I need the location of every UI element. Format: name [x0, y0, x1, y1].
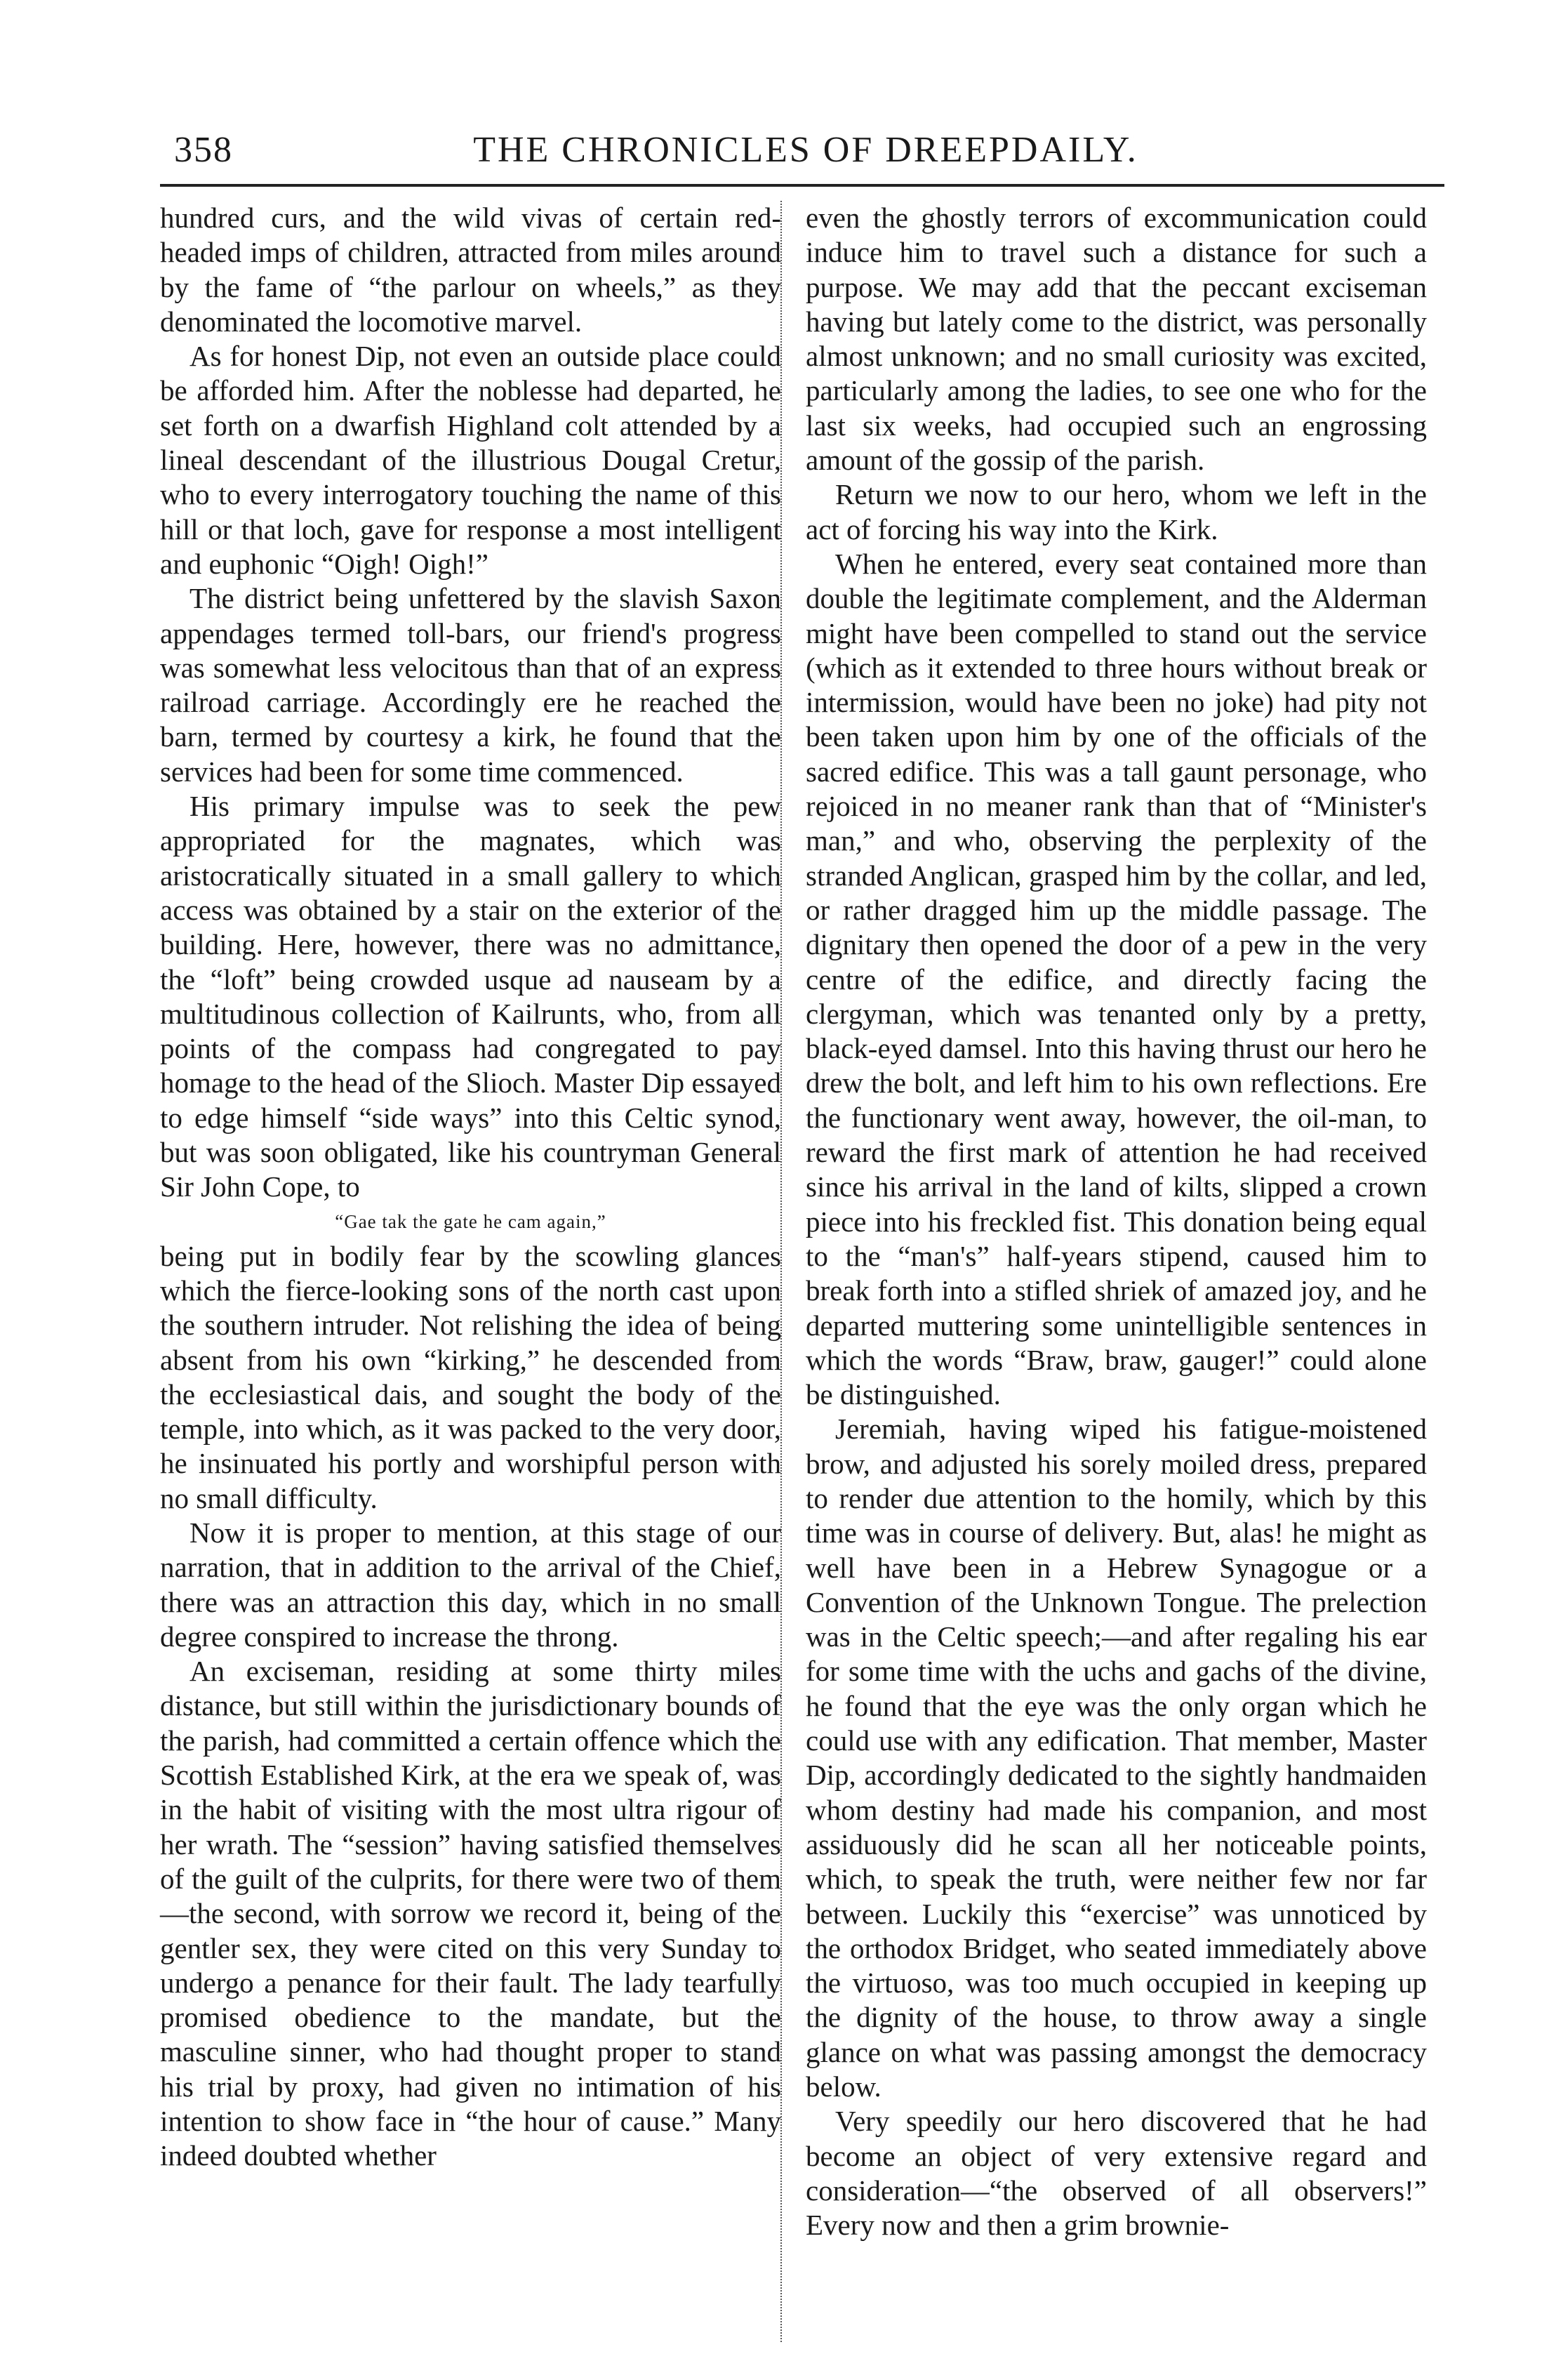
right-column	[806, 201, 1427, 2243]
running-title: THE CHRONICLES OF DREEPDAILY.	[473, 130, 1138, 170]
header-rule	[160, 184, 1444, 187]
paragraph: Return we now to our hero, whom we left in the act of forcing his way into the Kirk.	[806, 478, 1427, 546]
paragraph: hundred curs, and the wild vivas of certain red-headed imps of children, attracted from miles around by the fame of “the parlour on wheels,” as they denominated the locomotive marvel.	[160, 201, 781, 338]
paragraph: His primary impulse was to seek the pew appropriated for the magnates, which was aristocratically situated in a small gallery to which access was obtained by a stair on the exterior of the building. Here, however, there was no admittance, the “loft” being crowded usque ad nauseam by a multitudinous collection of Kailrunts, who, from all points of the compass had congregated to pay homage to the head of the Slioch. Master Dip essayed to edge himself “side ways” into this Celtic synod, but was soon obligated, like his countryman General Sir John Cope, to	[160, 790, 781, 1203]
verse-quotation: “Gae tak the gate he cam again,”	[335, 1210, 606, 1232]
paragraph: As for honest Dip, not even an outside place could be afforded him. After the noblesse had departed, he set forth on a dwarfish Highland colt attended by a lineal descendant of the illustrious Dougal Cretur, who to every interrogatory touching the name of this hill or that loch, gave for response a most intelligent and euphonic “Oigh! Oigh!”	[160, 340, 781, 580]
paragraph: The district being unfettered by the slavish Saxon appendages termed toll-bars, our friend's progress was somewhat less velocitous than that of an express railroad carriage. Accordingly ere he reached the barn, termed by courtesy a kirk, he found that the services had been for some time commenced.	[160, 582, 781, 788]
column-divider	[780, 201, 782, 2342]
paragraph: When he entered, every seat contained more than double the legitimate complement, and the Alderman might have been compelled to stand out the service (which as it extended to three hours without break or intermission, would have been no joke) had pity not been taken upon him by one of the officials of the sacred edifice. This was a tall gaunt personage, who rejoiced in no meaner rank than that of “Minister's man,” and who, observing the perplexity of the stranded Anglican, grasped him by the collar, and led, or rather dragged him up the middle passage. The dignitary then opened the door of a pew in the very centre of the edifice, and directly facing the clergyman, which was tenanted only by a pretty, black-eyed damsel. Into this having thrust our hero he drew the bolt, and left him to his own reflections. Ere the functionary went away, however, the oil-man, to reward the first mark of attention he had received since his arrival in the land of kilts, slipped a crown piece into his freckled fist. This donation being equal to the “man's” half-years stipend, caused him to break forth into a stifled shriek of amazed joy, and he departed muttering some unintelligible sentences in which the words “Braw, braw, gauger!” could alone be distinguished.	[806, 547, 1427, 1411]
paragraph: Now it is proper to mention, at this stage of our narration, that in addition to the arrival of the Chief, there was an attraction this day, which in no small degree conspired to increase the throng.	[160, 1516, 781, 1653]
paragraph: even the ghostly terrors of excommunication could induce him to travel such a distance for such a purpose. We may add that the peccant exciseman having but lately come to the district, was personally almost unknown; and no small curiosity was excited, particularly among the ladies, to see one who for the last six weeks, had occupied such an engrossing amount of the gossip of the parish.	[806, 201, 1427, 477]
paragraph: being put in bodily fear by the scowling glances which the fierce-looking sons of the north cast upon the southern intruder. Not relishing the idea of being absent from his own “kirking,” he descended from the ecclesiastical dais, and sought the body of the temple, into which, as it was packed to the very door, he insinuated his portly and worshipful person with no small difficulty.	[160, 1239, 781, 1514]
paragraph: Very speedily our hero discovered that he had become an object of very extensive regard and consideration—“the observed of all observers!” Every now and then a grim brownie-	[806, 2105, 1427, 2242]
paragraph: An exciseman, residing at some thirty miles distance, but still within the jurisdictionary bounds of the parish, had committed a certain offence which the Scottish Established Kirk, at the era we speak of, was in the habit of visiting with the most ultra rigour of her wrath. The “session” having satisfied themselves of the guilt of the culprits, for there were two of them—the second, with sorrow we record it, being of the gentler sex, they were cited on this very Sunday to undergo a penance for their fault. The lady tearfully promised obedience to the mandate, but the masculine sinner, who had thought proper to stand his trial by proxy, had given no intimation of his intention to show face in “the hour of cause.” Many indeed doubted whether	[160, 1655, 781, 2172]
page-header	[174, 129, 1437, 174]
page-number: 358	[174, 130, 233, 170]
paragraph: Jeremiah, having wiped his fatigue-moistened brow, and adjusted his sorely moiled dress, prepared to render due attention to the homily, which by this time was in course of delivery. But, alas! he might as well have been in a Hebrew Synagogue or a Convention of the Unknown Tongue. The prelection was in the Celtic speech;—and after regaling his ear for some time with the uchs and gachs of the divine, he found that the eye was the only organ which he could use with any edification. That member, Master Dip, accordingly dedicated to the sightly handmaiden whom destiny had made his companion, and most assiduously did he scan all her noticeable points, which, to speak the truth, were neither few nor far between. Luckily this “exercise” was unnoticed by the orthodox Bridget, who seated immediately above the virtuoso, was too much occupied in keeping up the dignity of the house, to throw away a single glance on what was passing amongst the democracy below.	[806, 1413, 1427, 2103]
left-column	[160, 201, 781, 2174]
